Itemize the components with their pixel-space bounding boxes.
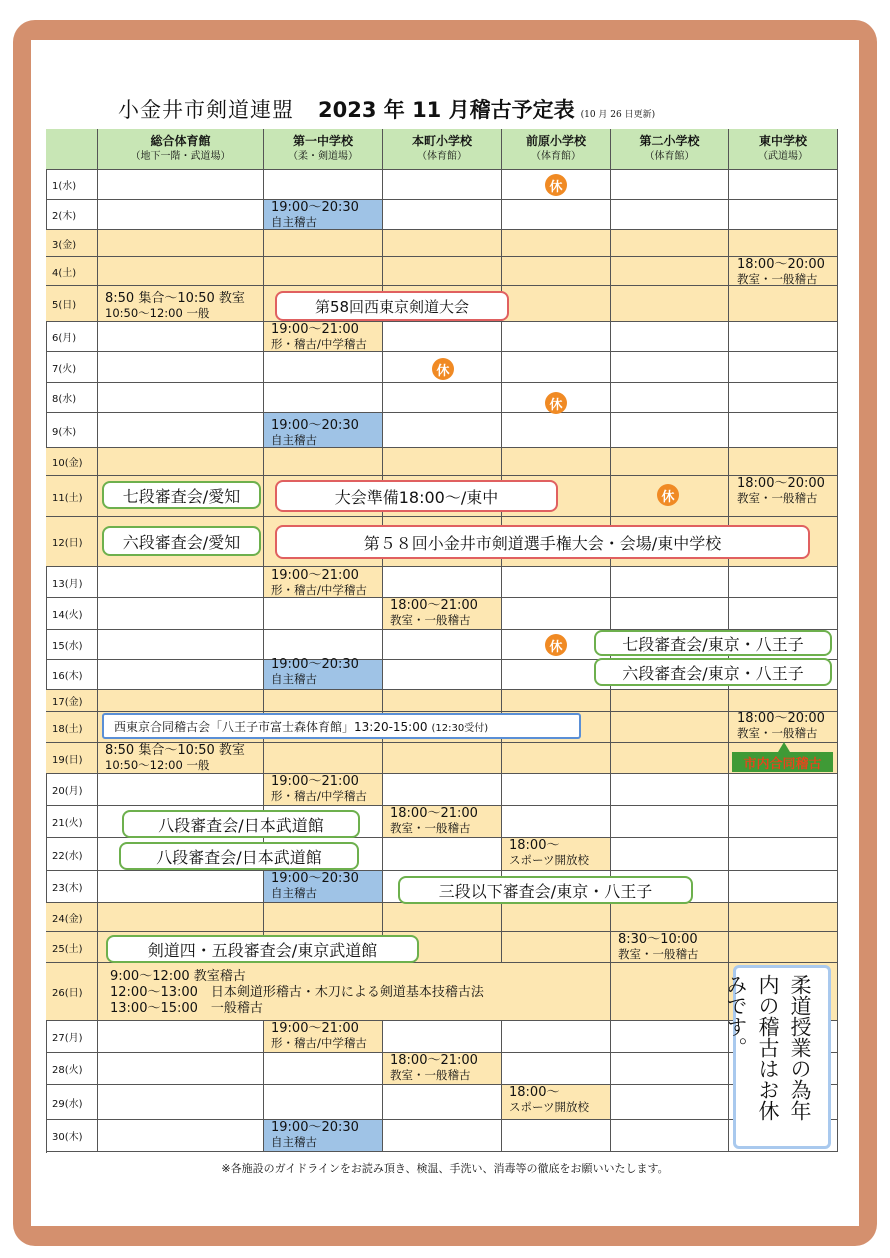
venue-name: 東中学校 (758, 134, 807, 148)
schedule-cell (383, 660, 502, 690)
event-desc: 教室・一般稽古 (390, 1068, 471, 1082)
header-venue (729, 129, 838, 170)
schedule-title: 2023 年 11 月稽古予定表 (318, 98, 575, 122)
schedule-cell (611, 413, 729, 448)
schedule-cell (729, 690, 838, 712)
event-time: 18:00～20:00 (737, 711, 825, 726)
event-time: 18:00～21:00 (390, 598, 478, 613)
schedule-cell (264, 1085, 383, 1120)
header-venue (264, 129, 383, 170)
venue-sub: （地下一階・武道場） (130, 151, 231, 162)
day-label: 19(日) (46, 743, 98, 774)
exam-banner (119, 842, 359, 870)
schedule-cell (383, 567, 502, 598)
schedule-cell (729, 352, 838, 383)
schedule-cell (264, 903, 383, 932)
event-time: 13:00～15:00 一般稽古 (110, 1001, 263, 1016)
event-label: 七段審査会/東京・八王子 (622, 634, 804, 654)
event-time: 18:00～ (509, 838, 560, 853)
schedule-cell (611, 448, 729, 476)
event-desc: 10:50～12:00 一般 (105, 758, 210, 772)
rest-icon: 休 (545, 174, 567, 196)
schedule-cell (502, 1120, 611, 1152)
schedule-cell (383, 774, 502, 806)
event-desc: スポーツ開放校 (509, 1100, 590, 1114)
event-label: 三段以下審査会/東京・八王子 (438, 881, 653, 901)
schedule-cell (729, 286, 838, 322)
event-time: 19:00～20:30 (271, 1120, 359, 1135)
schedule-cell (502, 903, 611, 932)
schedule-cell (502, 413, 611, 448)
event-desc: 自主稽古 (271, 1135, 317, 1149)
day-label: 12(日) (46, 517, 98, 567)
event-desc: 形・稽古/中学稽古 (271, 1036, 367, 1050)
schedule-cell (611, 1021, 729, 1053)
event-kata (271, 1022, 367, 1050)
venue-sub: （体育館） (417, 151, 467, 162)
header-day-col (46, 129, 98, 170)
event-class (390, 807, 478, 835)
day-label: 22(水) (46, 838, 98, 871)
venue-sub: （体育館） (531, 151, 581, 162)
schedule-cell (729, 383, 838, 413)
joint-practice-tag: 市内合同稽古 (732, 752, 833, 772)
event-time: 8:50 集合～10:50 教室 (105, 291, 245, 306)
joint-practice-banner (102, 713, 581, 739)
schedule-cell (611, 257, 729, 286)
header-venue (98, 129, 264, 170)
event-time: 19:00～20:30 (271, 871, 359, 886)
event-desc: 形・稽古/中学稽古 (271, 583, 367, 597)
schedule-cell (98, 230, 264, 257)
event-class (737, 258, 825, 286)
schedule-cell (98, 170, 264, 200)
event-label: 八段審査会/日本武道館 (158, 815, 324, 835)
schedule-cell (729, 932, 838, 963)
event-label: 第５８回小金井市剣道選手権大会・会場/東中学校 (363, 533, 722, 553)
day-label: 21(火) (46, 806, 98, 838)
schedule-cell (264, 1053, 383, 1085)
event-time: 8:50 集合～10:50 教室 (105, 743, 245, 758)
day-label: 2(木) (46, 200, 98, 230)
schedule-cell (98, 598, 264, 630)
event-kata (271, 775, 367, 803)
event-class (105, 744, 245, 772)
event-desc: 教室・一般稽古 (737, 272, 818, 286)
day-label: 6(月) (46, 322, 98, 352)
schedule-cell (502, 1021, 611, 1053)
schedule-cell (729, 230, 838, 257)
event-time: 19:00～21:00 (271, 322, 359, 337)
schedule-cell (264, 743, 383, 774)
schedule-cell (98, 871, 264, 903)
schedule-cell (729, 448, 838, 476)
schedule-cell (98, 322, 264, 352)
venue-name: 本町小学校 (411, 134, 472, 148)
exam-banner (398, 876, 693, 904)
schedule-cell (729, 903, 838, 932)
schedule-cell (729, 200, 838, 230)
schedule-cell (98, 200, 264, 230)
schedule-cell (502, 567, 611, 598)
day-label: 17(金) (46, 690, 98, 712)
event-label: 六段審査会/東京・八王子 (622, 663, 804, 683)
schedule-cell (98, 1120, 264, 1152)
schedule-cell (611, 806, 729, 838)
schedule-cell (383, 903, 502, 932)
schedule-cell (98, 1021, 264, 1053)
tournament-banner (275, 291, 509, 321)
schedule-cell (729, 413, 838, 448)
org-name: 小金井市剣道連盟 (118, 98, 294, 122)
day-label: 7(火) (46, 352, 98, 383)
event-desc: 教室・一般稽古 (618, 947, 699, 961)
event-time: 18:00～21:00 (390, 806, 478, 821)
event-desc: 教室・一般稽古 (390, 613, 471, 627)
schedule-cell (98, 567, 264, 598)
event-class (110, 970, 246, 984)
schedule-cell (264, 630, 383, 660)
schedule-cell (611, 690, 729, 712)
day-label: 28(火) (46, 1053, 98, 1085)
rest-icon: 休 (545, 392, 567, 414)
schedule-cell (98, 352, 264, 383)
schedule-cell (383, 630, 502, 660)
venue-sub: （体育館） (644, 151, 695, 162)
schedule-cell (611, 963, 729, 1021)
day-label: 11(土) (46, 476, 98, 517)
event-label: 第58回西東京剣道大会 (314, 297, 470, 316)
schedule-cell (98, 1085, 264, 1120)
schedule-cell (383, 838, 502, 871)
page-title (118, 94, 858, 126)
day-label: 14(火) (46, 598, 98, 630)
schedule-cell (98, 383, 264, 413)
event-desc: 自主稽古 (271, 886, 317, 900)
schedule-cell (502, 257, 611, 286)
event-time: 18:00～ (509, 1085, 560, 1100)
day-label: 13(月) (46, 567, 98, 598)
event-desc: 自主稽古 (271, 672, 317, 686)
exam-banner (594, 630, 832, 656)
schedule-cell (98, 1053, 264, 1085)
rest-icon: 休 (432, 358, 454, 380)
event-desc: 教室・一般稽古 (737, 491, 818, 505)
event-class (737, 712, 825, 740)
schedule-cell (264, 257, 383, 286)
schedule-cell (502, 932, 611, 963)
day-label: 18(土) (46, 712, 98, 743)
schedule-cell (729, 170, 838, 200)
event-time: 19:00～21:00 (271, 568, 359, 583)
event-desc: 形・稽古/中学稽古 (271, 337, 367, 351)
schedule-cell (98, 257, 264, 286)
event-self-practice (271, 201, 359, 229)
schedule-cell (611, 230, 729, 257)
schedule-cell (611, 712, 729, 743)
schedule-cell (502, 352, 611, 383)
day-label: 4(土) (46, 257, 98, 286)
schedule-cell (98, 448, 264, 476)
event-desc: スポーツ開放校 (509, 853, 590, 867)
venue-name: 第二小学校 (639, 134, 700, 148)
schedule-cell (611, 598, 729, 630)
schedule-cell (264, 230, 383, 257)
exam-banner (106, 935, 419, 963)
venue-name: 前原小学校 (525, 134, 586, 148)
day-label: 20(月) (46, 774, 98, 806)
schedule-cell (502, 322, 611, 352)
schedule-cell (729, 871, 838, 903)
event-self-practice (271, 1121, 359, 1149)
event-time: 19:00～21:00 (271, 774, 359, 789)
venue-name: 総合体育館 (150, 134, 211, 148)
event-label: 大会準備18:00～/東中 (334, 487, 499, 507)
prep-banner (275, 480, 558, 512)
schedule-cell (98, 413, 264, 448)
header-venue (383, 129, 502, 170)
schedule-cell (729, 567, 838, 598)
event-kata (271, 569, 367, 597)
schedule-cell (729, 322, 838, 352)
event-open-school (509, 839, 589, 867)
event-label: 剣道四・五段審査会/東京武道館 (147, 940, 378, 960)
schedule-cell (611, 383, 729, 413)
event-kata (271, 323, 367, 351)
schedule-cell (264, 383, 383, 413)
exam-banner (594, 658, 832, 686)
schedule-cell (264, 690, 383, 712)
schedule-cell (502, 774, 611, 806)
reception-time: (12:30受付) (431, 722, 489, 734)
footer-note: ※各施設のガイドラインをお読み頂き、検温、手洗い、消毒等の徹底をお願いいたします。 (221, 1162, 669, 1175)
schedule-cell (611, 743, 729, 774)
schedule-cell (383, 413, 502, 448)
day-label: 23(木) (46, 871, 98, 903)
event-self-practice (271, 419, 359, 447)
day-label: 5(日) (46, 286, 98, 322)
event-desc: 教室・一般稽古 (390, 821, 471, 835)
day-label: 29(水) (46, 1085, 98, 1120)
day-label: 3(金) (46, 230, 98, 257)
schedule-cell (611, 567, 729, 598)
schedule-cell (264, 170, 383, 200)
joint-pointer (778, 742, 790, 752)
schedule-cell (98, 630, 264, 660)
event-label: 八段審査会/日本武道館 (156, 847, 322, 867)
schedule-cell (502, 690, 611, 712)
day-label: 8(水) (46, 383, 98, 413)
schedule-cell (611, 352, 729, 383)
schedule-cell (502, 200, 611, 230)
event-time: 8:30～10:00 (618, 932, 698, 947)
schedule-cell (502, 230, 611, 257)
header-venue (502, 129, 611, 170)
event-general (110, 1002, 263, 1016)
schedule-cell (502, 743, 611, 774)
schedule-cell (383, 743, 502, 774)
event-time: 18:00～21:00 (390, 1053, 478, 1068)
venue-name: 第一中学校 (292, 134, 353, 148)
event-label: 西東京合同稽古会「八王子市富士森体育館」13:20-15:00 (114, 719, 428, 734)
day-label: 9(木) (46, 413, 98, 448)
schedule-cell (383, 1085, 502, 1120)
schedule-cell (383, 230, 502, 257)
event-class (390, 599, 478, 627)
event-time: 19:00～21:00 (271, 1021, 359, 1036)
schedule-cell (502, 286, 611, 322)
schedule-cell (264, 352, 383, 383)
schedule-cell (98, 660, 264, 690)
day-label: 30(木) (46, 1120, 98, 1152)
schedule-cell (264, 448, 383, 476)
day-label: 16(木) (46, 660, 98, 690)
schedule-cell (264, 598, 383, 630)
event-self-practice (271, 658, 359, 686)
event-time: 9:00～12:00 教室稽古 (110, 969, 246, 984)
event-time: 19:00～20:30 (271, 200, 359, 215)
schedule-cell (729, 838, 838, 871)
schedule-cell (502, 598, 611, 630)
schedule-cell (383, 448, 502, 476)
exam-banner (102, 526, 261, 556)
schedule-cell (383, 383, 502, 413)
schedule-cell (611, 170, 729, 200)
event-class (737, 477, 825, 505)
event-open-school (509, 1086, 589, 1114)
event-class (390, 1054, 478, 1082)
day-label: 10(金) (46, 448, 98, 476)
schedule-cell (611, 1120, 729, 1152)
event-class (618, 933, 699, 961)
rest-icon: 休 (545, 634, 567, 656)
schedule-cell (611, 838, 729, 871)
exam-banner (122, 810, 360, 838)
event-desc: 10:50～12:00 一般 (105, 306, 210, 320)
day-label: 24(金) (46, 903, 98, 932)
exam-banner (102, 481, 261, 509)
event-label: 六段審査会/愛知 (122, 532, 241, 552)
day-label: 26(日) (46, 963, 98, 1021)
schedule-cell (383, 170, 502, 200)
header-venue (611, 129, 729, 170)
event-self-practice (271, 872, 359, 900)
day-label: 1(水) (46, 170, 98, 200)
schedule-cell (383, 200, 502, 230)
rest-icon: 休 (657, 484, 679, 506)
event-time: 18:00～20:00 (737, 257, 825, 272)
event-desc: 自主稽古 (271, 215, 317, 229)
schedule-cell (611, 286, 729, 322)
schedule-cell (611, 322, 729, 352)
schedule-cell (729, 774, 838, 806)
event-time: 19:00～20:30 (271, 418, 359, 433)
day-label: 27(月) (46, 1021, 98, 1053)
day-label: 25(土) (46, 932, 98, 963)
schedule-cell (611, 774, 729, 806)
day-label: 15(水) (46, 630, 98, 660)
schedule-cell (611, 200, 729, 230)
event-class (105, 292, 245, 320)
schedule-cell (383, 1021, 502, 1053)
schedule-cell (383, 1120, 502, 1152)
venue-sub: （柔・剣道場） (288, 151, 358, 162)
schedule-cell (729, 598, 838, 630)
event-desc: 自主稽古 (271, 433, 317, 447)
schedule-cell (502, 448, 611, 476)
event-desc: 形・稽古/中学稽古 (271, 789, 367, 803)
schedule-cell (611, 903, 729, 932)
schedule-cell (611, 1053, 729, 1085)
closure-notice: 柔道授業の為年内の稽古はお休みです。 (733, 965, 831, 1149)
updated-date: (10 月 26 日更新) (580, 110, 656, 120)
tournament-banner (275, 525, 810, 559)
schedule-cell (502, 806, 611, 838)
schedule-cell (729, 806, 838, 838)
event-time: 19:00～20:30 (271, 657, 359, 672)
schedule-cell (611, 1085, 729, 1120)
event-desc: 教室・一般稽古 (737, 726, 818, 740)
schedule-cell (502, 1053, 611, 1085)
schedule-cell (98, 690, 264, 712)
venue-sub: （武道場） (758, 151, 808, 162)
event-label: 七段審査会/愛知 (122, 486, 241, 506)
schedule-cell (98, 774, 264, 806)
schedule-cell (98, 903, 264, 932)
schedule-cell (383, 690, 502, 712)
schedule-cell (383, 257, 502, 286)
event-time: 12:00～13:00 日本剣道形稽古・木刀による剣道基本技稽古法 (110, 985, 484, 1000)
schedule-cell (383, 322, 502, 352)
event-kata (110, 986, 484, 1000)
event-time: 18:00～20:00 (737, 476, 825, 491)
